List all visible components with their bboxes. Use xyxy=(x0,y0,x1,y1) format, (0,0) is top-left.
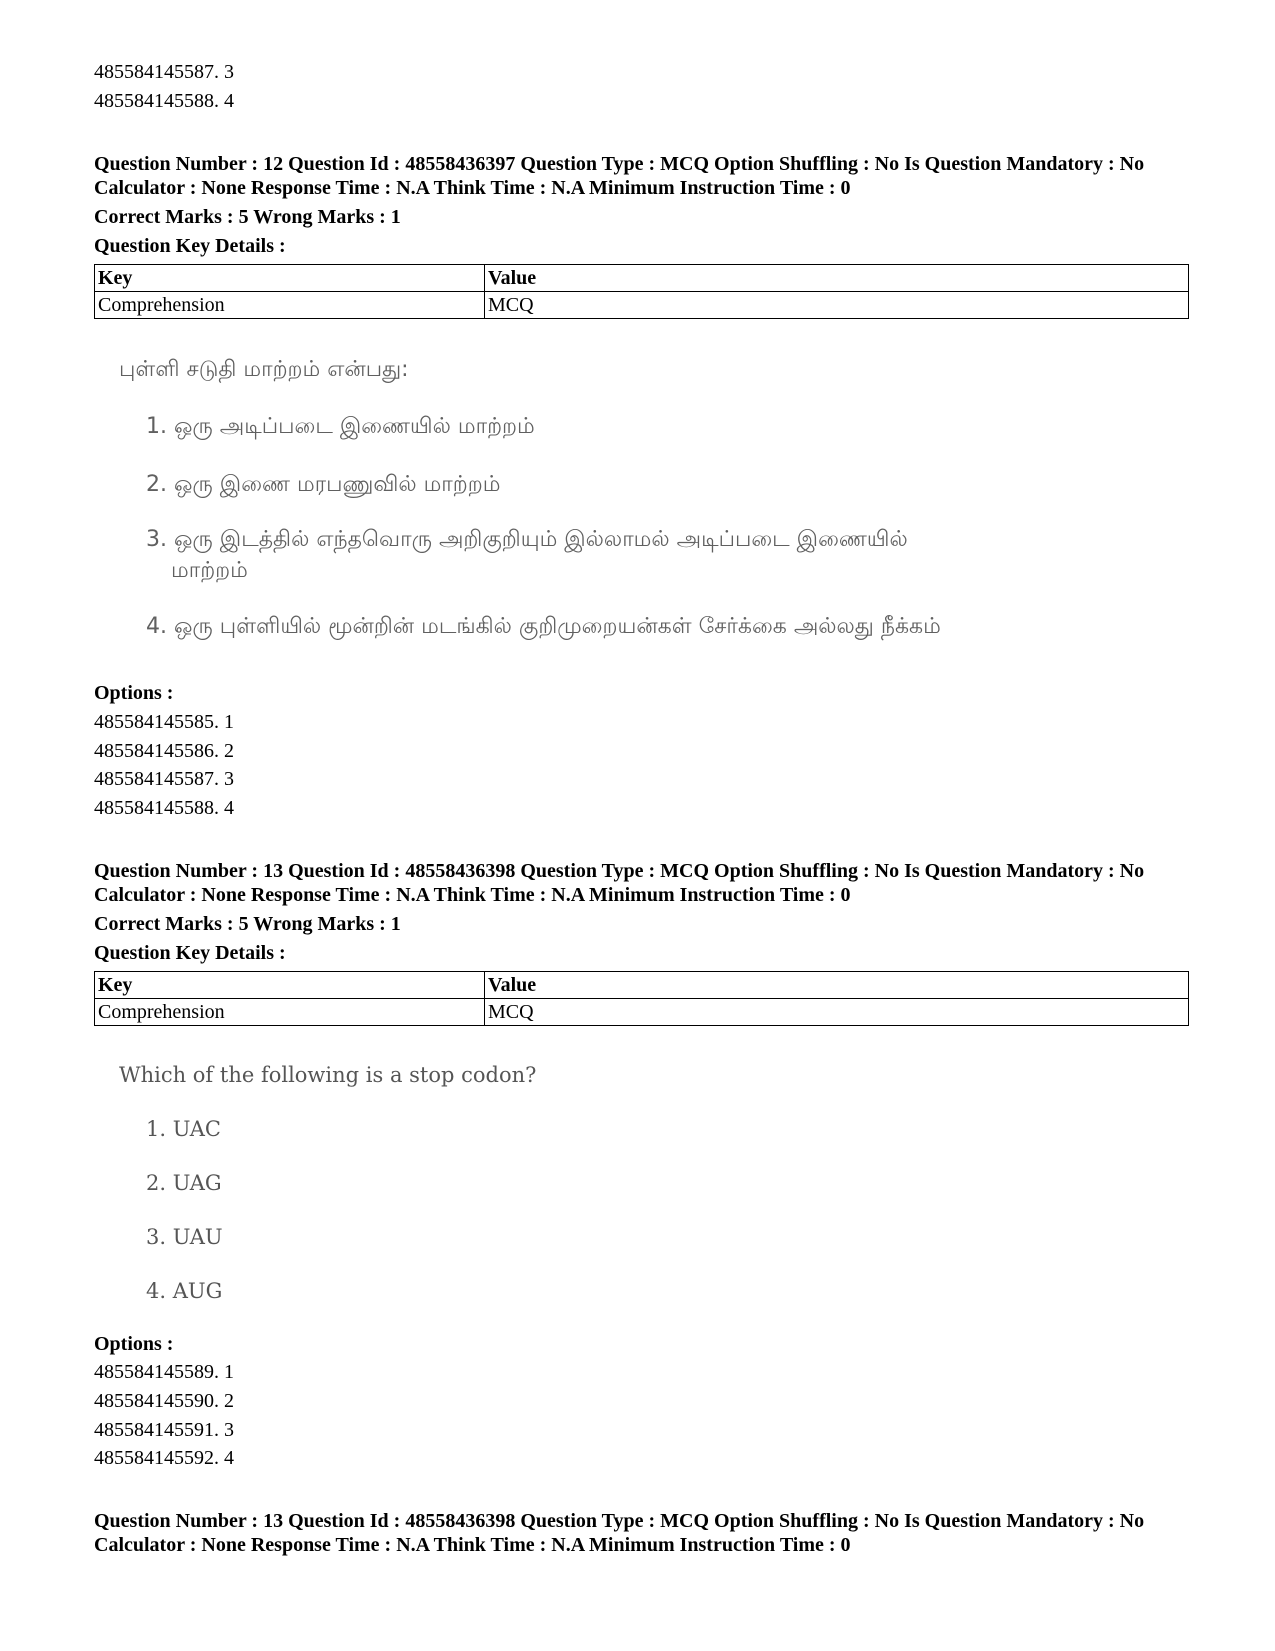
table-header-value: Value xyxy=(485,972,1189,999)
option-line: 485584145586. 2 xyxy=(94,740,234,762)
question-12-text: புள்ளி சடுதி மாற்றம் என்பது: xyxy=(119,357,409,382)
option-line: 485584145591. 3 xyxy=(94,1419,234,1441)
option-line: 485584145590. 2 xyxy=(94,1390,234,1412)
table-header-key: Key xyxy=(95,265,485,292)
question-12-key-table xyxy=(94,264,1189,319)
table-cell-key: Comprehension xyxy=(95,292,485,319)
option-line: 485584145585. 1 xyxy=(94,711,234,733)
question-choice: 3. ஒரு இடத்தில் எந்தவொரு அறிகுறியும் இல்லாமல் அடிப்படை இணையில் xyxy=(146,527,908,552)
option-line: 485584145592. 4 xyxy=(94,1447,234,1469)
question-13-marks: Correct Marks : 5 Wrong Marks : 1 xyxy=(94,913,401,935)
option-line: 485584145587. 3 xyxy=(94,61,234,83)
option-line: 485584145587. 3 xyxy=(94,768,234,790)
question-12-header: Question Number : 12 Question Id : 48558436397 Question Type : MCQ Option Shuffling : No Is Question Mandatory : No Calculator : None Response Time : N.A Think Time : N.A Minimum Instruction Time : 0 xyxy=(94,153,1145,199)
table-header-value: Value xyxy=(485,265,1189,292)
question-13-header: Question Number : 13 Question Id : 48558436398 Question Type : MCQ Option Shuffling : No Is Question Mandatory : No Calculator : None Response Time : N.A Think Time : N.A Minimum Instruction Time : 0 xyxy=(94,860,1145,906)
question-choice: 2. ஒரு இணை மரபணுவில் மாற்றம் xyxy=(146,472,501,497)
question-13-options-label: Options : xyxy=(94,1333,174,1355)
table-cell-key: Comprehension xyxy=(95,999,485,1026)
question-choice: 1. ஒரு அடிப்படை இணையில் மாற்றம் xyxy=(146,414,535,439)
question-13-key-table xyxy=(94,971,1189,1026)
option-line: 485584145589. 1 xyxy=(94,1361,234,1383)
question-13-image xyxy=(119,1061,719,1311)
question-choice: 2. UAG xyxy=(146,1171,222,1195)
question-choice-continued: மாற்றம் xyxy=(171,558,248,583)
option-line: 485584145588. 4 xyxy=(94,90,234,112)
question-choice: 1. UAC xyxy=(146,1117,221,1141)
question-choice: 3. UAU xyxy=(146,1225,223,1249)
question-13-text: Which of the following is a stop codon? xyxy=(119,1063,537,1087)
option-line: 485584145588. 4 xyxy=(94,797,234,819)
question-choice: 4. ஒரு புள்ளியில் மூன்றின் மடங்கில் குறிமுறையன்கள் சேர்க்கை அல்லது நீக்கம் xyxy=(146,614,941,639)
table-header-key: Key xyxy=(95,972,485,999)
question-choice: 4. AUG xyxy=(146,1279,223,1303)
question-12-key-details-label: Question Key Details : xyxy=(94,235,286,257)
question-13-key-details-label: Question Key Details : xyxy=(94,942,286,964)
question-13b-header: Question Number : 13 Question Id : 48558436398 Question Type : MCQ Option Shuffling : No Is Question Mandatory : No Calculator : None Response Time : N.A Think Time : N.A Minimum Instruction Time : 0 xyxy=(94,1510,1145,1556)
table-cell-value: MCQ xyxy=(485,999,1189,1026)
table-cell-value: MCQ xyxy=(485,292,1189,319)
question-12-marks: Correct Marks : 5 Wrong Marks : 1 xyxy=(94,206,401,228)
question-12-image xyxy=(119,355,1179,655)
question-12-options-label: Options : xyxy=(94,682,174,704)
